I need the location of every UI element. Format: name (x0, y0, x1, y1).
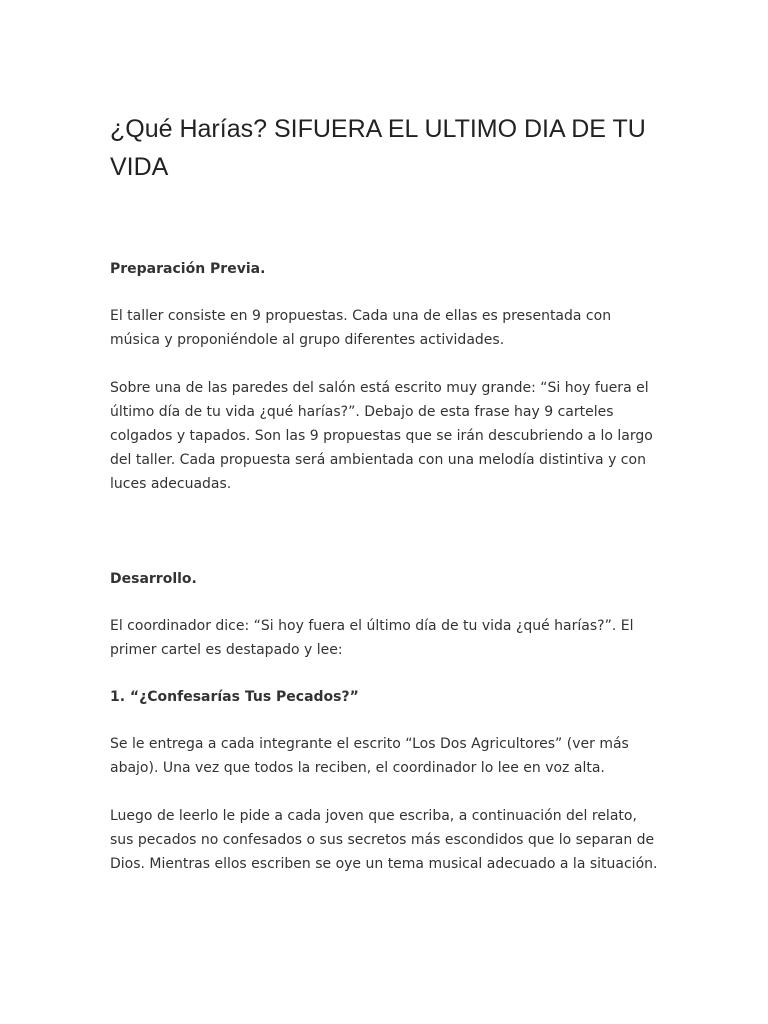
section-heading: Desarrollo. (110, 571, 197, 587)
paragraph: Luego de leerlo le pide a cada joven que escriba, a continuación del relato, sus pecados no confesados o sus secretos más escondidos que lo separan de Dios. Mientras ellos escriben se oye un tema musical adecuado a la situación. (110, 808, 658, 872)
paragraph: El taller consiste en 9 propuestas. Cada una de ellas es presentada con música y proponiéndole al grupo diferentes actividades. (110, 308, 612, 348)
paragraph: Sobre una de las paredes del salón está escrito muy grande: “Si hoy fuera el último día de tu vida ¿qué harías?”. Debajo de esta frase hay 9 carteles colgados y tapados. Son las 9 propuestas que se irán descubriendo a lo largo del taller. Cada propuesta será ambientada con una melodía distintiva y con luces adecuadas. (110, 380, 653, 492)
document-page (110, 110, 658, 900)
paragraph: El coordinador dice: “Si hoy fuera el último día de tu vida ¿qué harías?”. El primer cartel es destapado y lee: (110, 618, 634, 658)
item-heading: 1. “¿Confesarías Tus Pecados?” (110, 689, 359, 705)
section-desarrollo (110, 568, 658, 662)
paragraph: Se le entrega a cada integrante el escrito “Los Dos Agricultores” (ver más abajo). Una vez que todos la reciben, el coordinador lo lee en voz alta. (110, 736, 629, 776)
numbered-item (110, 686, 658, 876)
document-title: ¿Qué Harías? SIFUERA EL ULTIMO DIA DE TU VIDA (110, 115, 646, 181)
section-spacer (110, 520, 658, 568)
section-heading: Preparación Previa. (110, 261, 266, 277)
section-preparacion (110, 258, 658, 496)
